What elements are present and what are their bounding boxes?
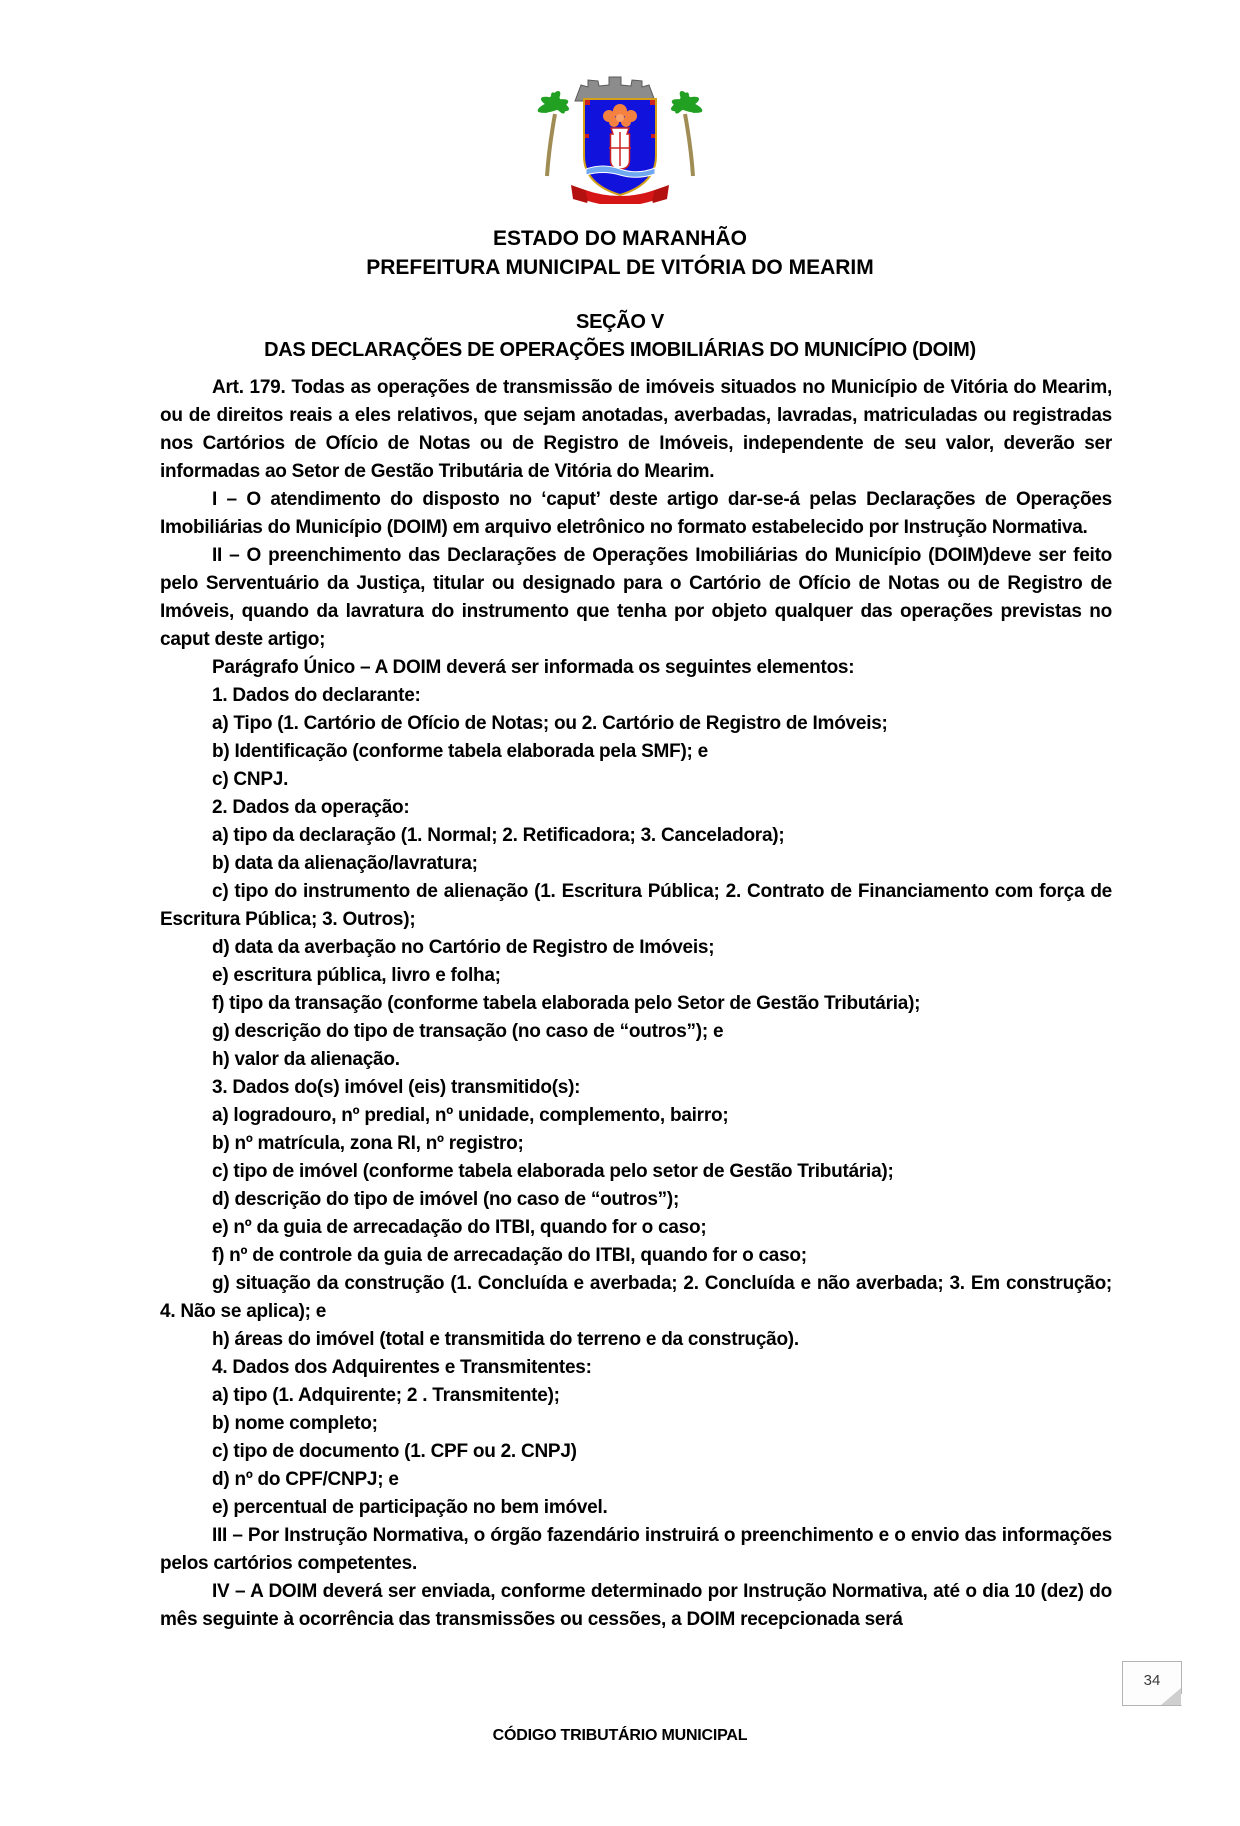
- list-item-1: 1. Dados do declarante:: [212, 685, 421, 706]
- paragrafo-unico: Parágrafo Único – A DOIM deverá ser informada os seguintes elementos:: [212, 657, 855, 678]
- palm-tree-left-icon: [536, 89, 571, 176]
- list-item-2b: b) data da alienação/lavratura;: [212, 853, 478, 874]
- list-item-4a: a) tipo (1. Adquirente; 2 . Transmitente);: [212, 1385, 560, 1406]
- urn-emblem-icon: [609, 128, 631, 169]
- list-item-3a: a) logradouro, nº predial, nº unidade, complemento, bairro;: [212, 1105, 729, 1126]
- list-item-2e: e) escritura pública, livro e folha;: [212, 965, 501, 986]
- list-item-2a: a) tipo da declaração (1. Normal; 2. Retificadora; 3. Canceladora);: [212, 825, 785, 846]
- government-header: [0, 224, 1240, 282]
- municipal-coat-of-arms: [525, 72, 715, 204]
- state-name: ESTADO DO MARANHÃO: [493, 227, 747, 250]
- document-page: [0, 72, 1240, 1826]
- section-heading: [0, 308, 1240, 364]
- list-item-3c: c) tipo de imóvel (conforme tabela elaborada pelo setor de Gestão Tributária);: [212, 1161, 894, 1182]
- list-item-2d: d) data da averbação no Cartório de Registro de Imóveis;: [212, 937, 715, 958]
- list-item-4b: b) nome completo;: [212, 1413, 378, 1434]
- list-item-3g: g) situação da construção (1. Concluída e averbada; 2. Concluída e não averbada; 3. Em construção; 4. Não se aplica); e: [160, 1273, 1112, 1322]
- list-item-4e: e) percentual de participação no bem imóvel.: [212, 1497, 608, 1518]
- list-item-1a: a) Tipo (1. Cartório de Ofício de Notas; ou 2. Cartório de Registro de Imóveis;: [212, 713, 888, 734]
- page-number: 34: [1143, 1672, 1161, 1689]
- municipality-name: PREFEITURA MUNICIPAL DE VITÓRIA DO MEARIM: [366, 256, 874, 279]
- list-item-2h: h) valor da alienação.: [212, 1049, 400, 1070]
- list-item-4: 4. Dados dos Adquirentes e Transmitentes:: [212, 1357, 592, 1378]
- article-body: [160, 374, 1112, 1634]
- list-item-3d: d) descrição do tipo de imóvel (no caso de “outros”);: [212, 1189, 680, 1210]
- item-I: I – O atendimento do disposto no ‘caput’ deste artigo dar-se-á pelas Declarações de Operações Imobiliárias do Município (DOIM) em arquivo eletrônico no formato estabelecido por Instrução Normativa.: [160, 489, 1112, 538]
- list-item-3e: e) nº da guia de arrecadação do ITBI, quando for o caso;: [212, 1217, 707, 1238]
- list-item-2g: g) descrição do tipo de transação (no caso de “outros”); e: [212, 1021, 724, 1042]
- list-item-2c: c) tipo do instrumento de alienação (1. Escritura Pública; 2. Contrato de Financiamento com força de Escritura Pública; 3. Outros);: [160, 881, 1112, 930]
- item-II: II – O preenchimento das Declarações de Operações Imobiliárias do Município (DOIM)deve ser feito pelo Serventuário da Justiça, titular ou designado para o Cartório de Ofício de Notas ou de Registro de Imóveis, quando da lavratura do instrumento que tenha por objeto qualquer das operações previstas no caput deste artigo;: [160, 545, 1112, 650]
- palm-tree-right-icon: [669, 89, 704, 176]
- folded-corner-icon: [1161, 1688, 1181, 1705]
- list-item-3h: h) áreas do imóvel (total e transmitida do terreno e da construção).: [212, 1329, 799, 1350]
- mural-crown-icon: [575, 77, 655, 101]
- section-number: SEÇÃO V: [576, 311, 664, 333]
- list-item-4d: d) nº do CPF/CNPJ; e: [212, 1469, 399, 1490]
- item-III: III – Por Instrução Normativa, o órgão fazendário instruirá o preenchimento e o envio das informações pelos cartórios competentes.: [160, 1525, 1112, 1574]
- list-item-1b: b) Identificação (conforme tabela elaborada pela SMF); e: [212, 741, 708, 762]
- list-item-3b: b) nº matrícula, zona RI, nº registro;: [212, 1133, 524, 1154]
- list-item-2f: f) tipo da transação (conforme tabela elaborada pelo Setor de Gestão Tributária);: [212, 993, 921, 1014]
- document-footer: CÓDIGO TRIBUTÁRIO MUNICIPAL: [492, 1727, 748, 1744]
- list-item-1c: c) CNPJ.: [212, 769, 289, 790]
- article-179-caput: Art. 179. Todas as operações de transmissão de imóveis situados no Município de Vitória do Mearim, ou de direitos reais a eles relativos, que sejam anotadas, averbadas, lavradas, matriculadas ou registradas nos Cartórios de Ofício de Notas ou de Registro de Imóveis, independente de seu valor, deverão ser informadas ao Setor de Gestão Tributária de Vitória do Mearim.: [160, 377, 1112, 482]
- list-item-3: 3. Dados do(s) imóvel (eis) transmitido(s):: [212, 1077, 581, 1098]
- list-item-3f: f) nº de controle da guia de arrecadação do ITBI, quando for o caso;: [212, 1245, 807, 1266]
- list-item-4c: c) tipo de documento (1. CPF ou 2. CNPJ): [212, 1441, 577, 1462]
- coat-of-arms-icon: [525, 72, 715, 204]
- page-number-badge: [1122, 1661, 1182, 1706]
- section-title: DAS DECLARAÇÕES DE OPERAÇÕES IMOBILIÁRIAS DO MUNICÍPIO (DOIM): [264, 339, 976, 361]
- list-item-2: 2. Dados da operação:: [212, 797, 410, 818]
- item-IV: IV – A DOIM deverá ser enviada, conforme determinado por Instrução Normativa, até o dia 10 (dez) do mês seguinte à ocorrência das transmissões ou cessões, a DOIM recepcionada será: [160, 1581, 1112, 1630]
